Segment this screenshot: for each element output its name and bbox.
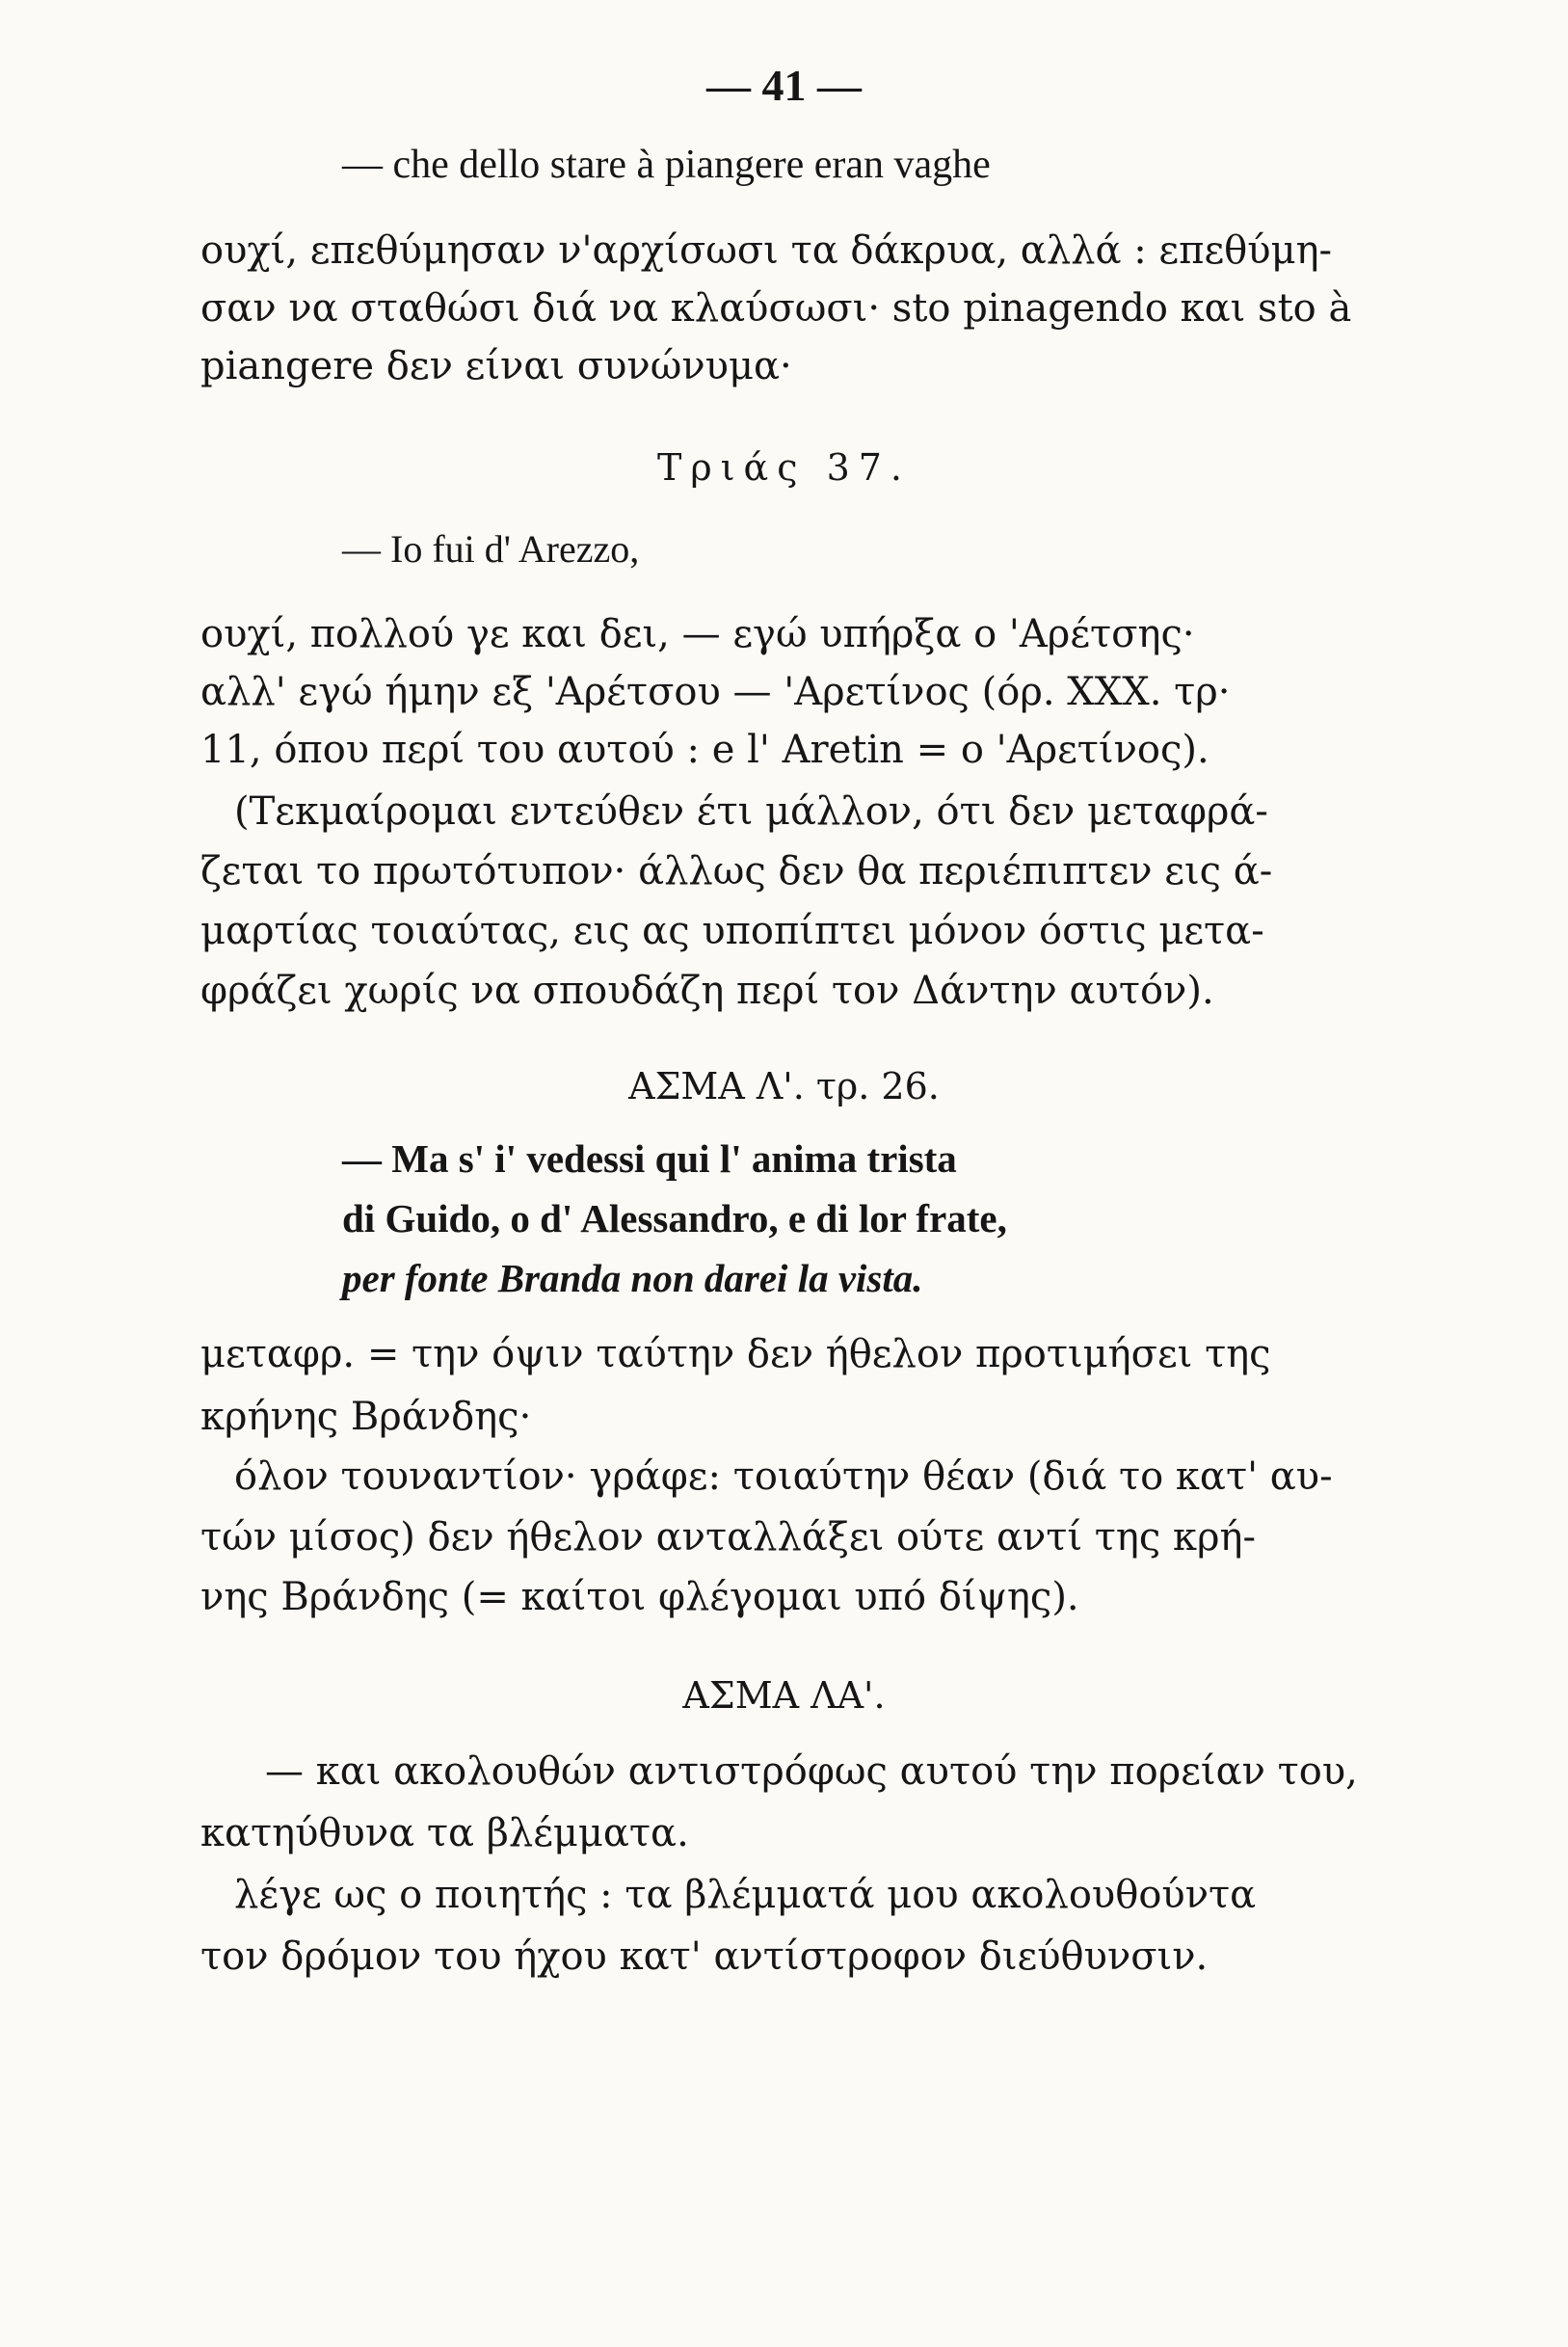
text-line: piangere δεν είναι συνώνυμα· (200, 344, 792, 388)
verse-line: di Guido, o d' Alessandro, e di lor frate, (342, 1196, 1007, 1240)
page-number: — 41 — (706, 61, 862, 110)
text-line: — και ακολουθών αντιστρόφως αυτού την πορείαν του, (265, 1749, 1358, 1794)
text-line: ζεται το πρωτότυπον· άλλως δεν θα περιέπιπτεν εις ά- (200, 849, 1273, 893)
section-heading: Τριάς 37. (656, 446, 912, 489)
text-line: κατηύθυνα τα βλέμματα. (200, 1811, 689, 1855)
text-line: τον δρόμον του ήχου κατ' αντίστροφον διεύθυνσιν. (200, 1934, 1209, 1979)
text-line: τών μίσος) δεν ήθελον ανταλλάξει ούτε αντί της κρή- (200, 1515, 1256, 1560)
text-line: μαρτίας τοιαύτας, εις ας υποπίπτει μόνον όστις μετα- (200, 909, 1264, 953)
section-heading: ΑΣΜΑ Λ'. τρ. 26. (628, 1065, 940, 1107)
verse-line: per fonte Branda non darei la vista. (342, 1256, 923, 1300)
text-line: μεταφρ. = την όψιν ταύτην δεν ήθελον προτιμήσει της (200, 1332, 1271, 1376)
section-heading: ΑΣΜΑ ΛΑ'. (682, 1674, 886, 1717)
text-line: ουχί, πολλού γε και δει, — εγώ υπήρξα ο 'Αρέτσης· (200, 612, 1195, 656)
text-line: λέγε ως ο ποιητής : τα βλέμματά μου ακολουθούντα (234, 1873, 1257, 1917)
verse-line: — Ma s' i' vedessi qui l' anima trista (342, 1136, 957, 1181)
text-line: κρήνης Βράνδης· (200, 1395, 532, 1439)
text-line: φράζει χωρίς να σπουδάζη περί τον Δάντην αυτόν). (200, 969, 1214, 1013)
text-line: όλον τουναντίον· γράφε: τοιαύτην θέαν (διά το κατ' αυ- (234, 1454, 1333, 1499)
text-line: αλλ' εγώ ήμην εξ 'Αρέτσου — 'Αρετίνος (όρ. XXX. τρ· (200, 670, 1231, 714)
text-line: νης Βράνδης (= καίτοι φλέγομαι υπό δίψης). (200, 1575, 1079, 1619)
text-line: 11, όπου περί του αυτού : e l' Aretin = ο 'Αρετίνος). (200, 728, 1209, 772)
text-line: — che dello stare à piangere eran vaghe (342, 143, 991, 187)
text-line: (Τεκμαίρομαι εντεύθεν έτι μάλλον, ότι δεν μεταφρά- (234, 789, 1268, 834)
text-line: σαν να σταθώσι διά να κλαύσωσι· sto pinagendo και sto à (200, 286, 1352, 331)
text-line: ουχί, επεθύμησαν ν'αρχίσωσι τα δάκρυα, αλλά : επεθύμη- (200, 228, 1333, 273)
text-line: — Io fui d' Arezzo, (342, 527, 640, 571)
